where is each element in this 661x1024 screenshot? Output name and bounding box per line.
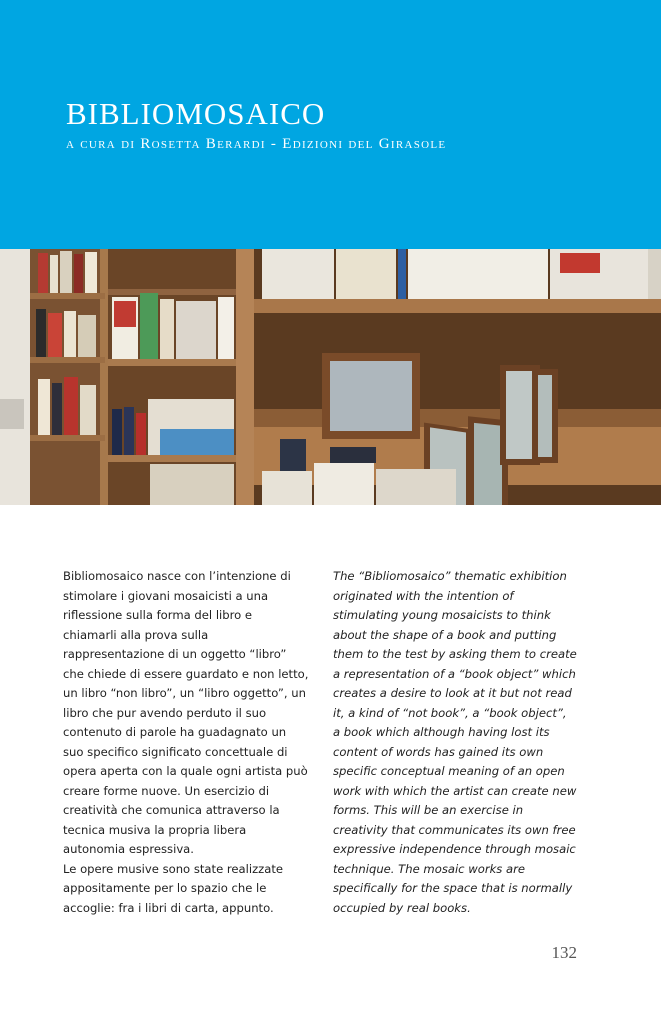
italian-paragraph: Bibliomosaico nasce con l’intenzione di stimolare i giovani mosaicisti a una riflessione sulla forma del libro e chiamarli alla prova sulla rappresentazione di un oggetto “libro” che chiede di essere guardato e non letto, un libro “non libro”, un “libro oggetto”, un libro che pur avendo perduto il suo contenuto di parole ha guadagnato un suo specifico significato concettuale di opera aperta con la quale ogni artista può creare forme nuove. Un esercizio di creatività che comunica attraverso la tecnica musiva la propria libera autonomia espressiva. (63, 569, 309, 856)
page-title: BIBLIOMOSAICO (66, 96, 326, 131)
title-banner (0, 0, 661, 249)
english-text-column (333, 567, 577, 918)
bookshelf-photo (0, 249, 661, 505)
page-subtitle: a cura di Rosetta Berardi - Edizioni del Girasole (66, 136, 447, 152)
italian-paragraph: Le opere musive sono state realizzate appositamente per lo spazio che le accoglie: fra i libri di carta, appunto. (63, 861, 284, 915)
page-number: 132 (551, 943, 577, 962)
bookshelf-illustration (0, 249, 661, 505)
italian-text-column (63, 567, 309, 918)
english-paragraph: The “Bibliomosaico” thematic exhibition originated with the intention of stimulating young mosaicists to think about the shape of a book and putting them to the test by asking them to create a representation of a “book object” which creates a desire to look at it but not read it, a kind of “not book”, a “book object”, a book which although having lost its content of words has gained its own specific conceptual meaning of an open work with which the artist can create new forms. This will be an exercise in creativity that communicates its own free expressive independence through mosaic technique. The mosaic works are specifically for the space that is normally occupied by real books. (333, 569, 577, 915)
